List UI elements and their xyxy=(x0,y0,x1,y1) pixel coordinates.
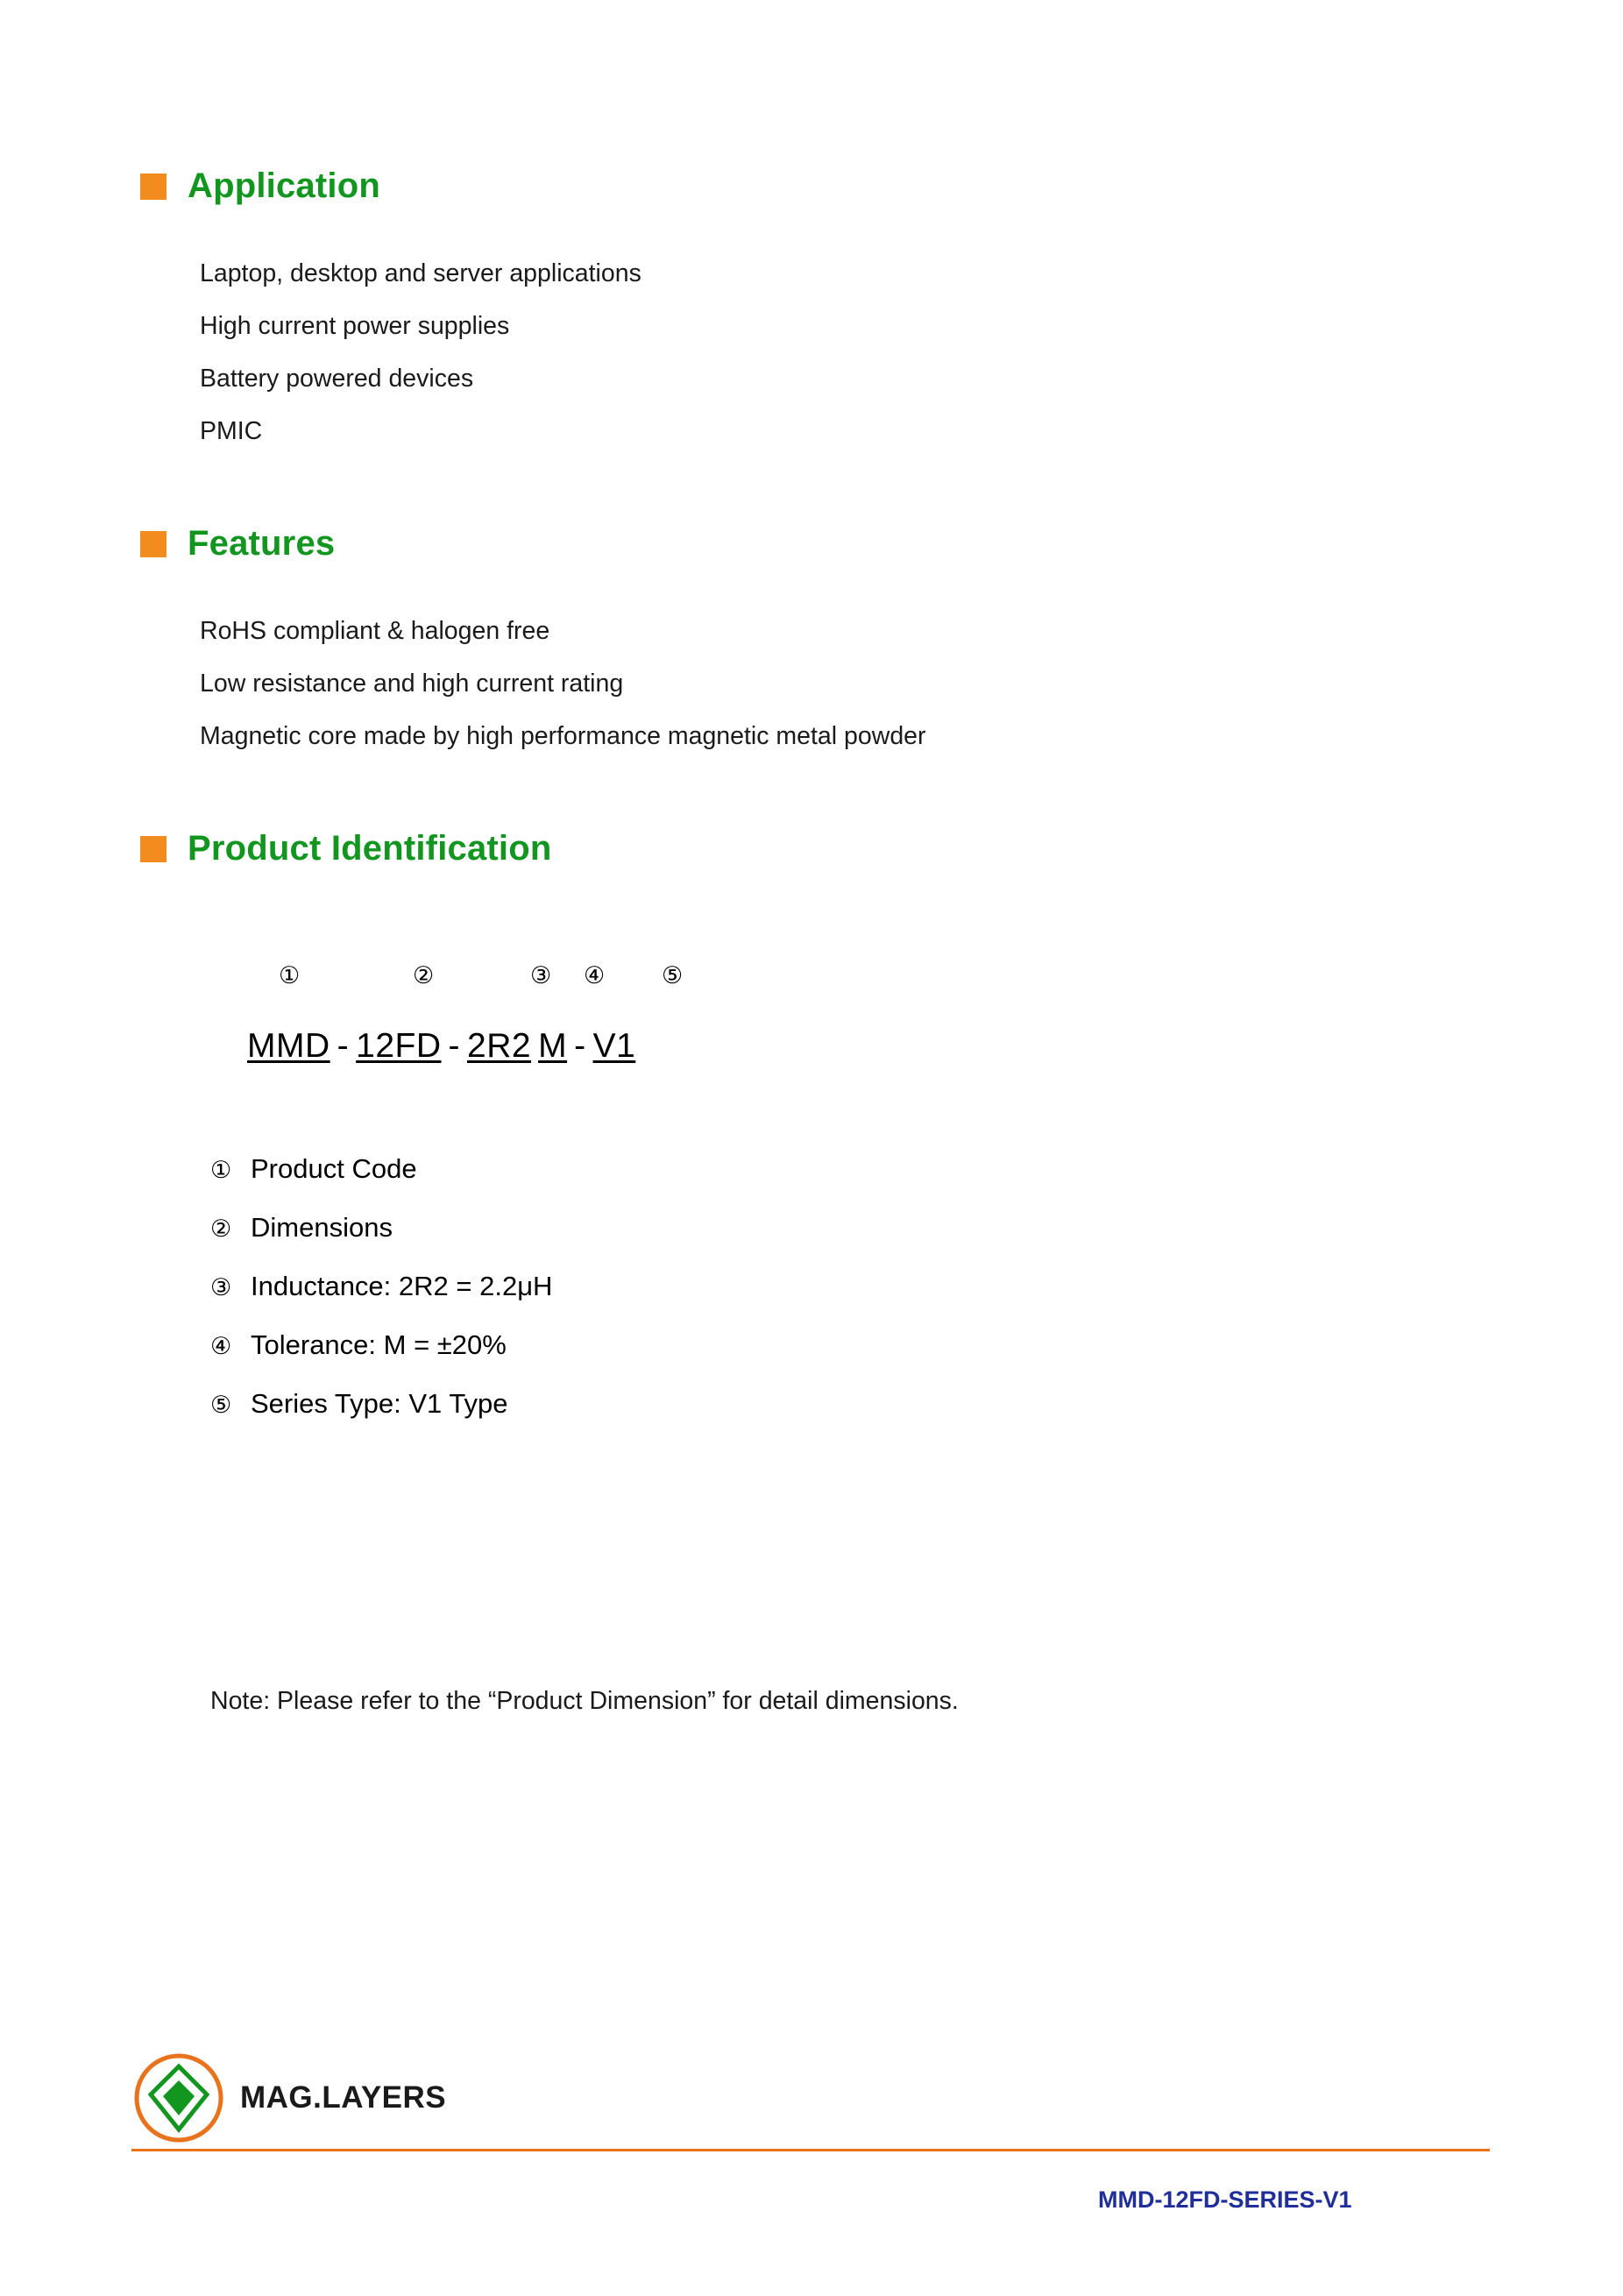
list-item: PMIC xyxy=(200,417,263,445)
section-title-product-identification: Product Identification xyxy=(188,829,552,868)
footer-divider xyxy=(131,2149,1490,2151)
list-item: RoHS compliant & halogen free xyxy=(200,617,550,645)
list-item: High current power supplies xyxy=(200,312,510,340)
legend-text: Product Code xyxy=(251,1153,417,1184)
part-number-sep-3: - xyxy=(574,1027,586,1065)
marker-2: ② xyxy=(413,962,435,989)
legend-marker: ⑤ xyxy=(210,1392,232,1418)
legend-text: Dimensions xyxy=(251,1212,393,1243)
dimension-note: Note: Please refer to the “Product Dimension” for detail dimensions. xyxy=(210,1687,959,1715)
part-number-markers xyxy=(0,962,1623,997)
legend-item xyxy=(210,1374,552,1433)
list-item: Battery powered devices xyxy=(200,365,474,393)
part-number-legend xyxy=(210,1139,552,1433)
legend-item xyxy=(210,1257,552,1315)
legend-item xyxy=(210,1198,552,1257)
part-number-inductance: 2R2 xyxy=(467,1027,532,1065)
part-number-sep-1: - xyxy=(337,1027,350,1065)
marker-1: ① xyxy=(279,962,301,989)
list-item: Magnetic core made by high performance magnetic metal powder xyxy=(200,722,926,750)
legend-marker: ④ xyxy=(210,1333,232,1359)
part-number-sep-2: - xyxy=(448,1027,461,1065)
part-number-tolerance: M xyxy=(538,1027,568,1065)
legend-text: Inductance: 2R2 = 2.2μH xyxy=(251,1271,553,1301)
part-number-code: MMD xyxy=(247,1027,330,1065)
section-title-features: Features xyxy=(188,524,336,563)
legend-item xyxy=(210,1315,552,1374)
list-item: Low resistance and high current rating xyxy=(200,670,624,698)
part-number-series: V1 xyxy=(592,1027,636,1065)
legend-marker: ① xyxy=(210,1157,232,1183)
part-number xyxy=(247,1027,635,1066)
legend-marker: ② xyxy=(210,1215,232,1242)
marker-4: ④ xyxy=(584,962,606,989)
marker-3: ③ xyxy=(530,962,552,989)
legend-text: Tolerance: M = ±20% xyxy=(251,1329,507,1360)
legend-text: Series Type: V1 Type xyxy=(251,1388,508,1419)
mag-layers-logo-icon xyxy=(131,2051,226,2145)
brand-name: MAG.LAYERS xyxy=(240,2080,447,2115)
list-item: Laptop, desktop and server applications xyxy=(200,259,641,287)
brand-logo xyxy=(131,2051,446,2145)
marker-5: ⑤ xyxy=(662,962,684,989)
section-title-application: Application xyxy=(188,167,380,205)
document-code: MMD-12FD-SERIES-V1 xyxy=(1098,2186,1352,2213)
legend-marker: ③ xyxy=(210,1274,232,1300)
legend-item xyxy=(210,1139,552,1198)
part-number-dimensions: 12FD xyxy=(356,1027,442,1065)
